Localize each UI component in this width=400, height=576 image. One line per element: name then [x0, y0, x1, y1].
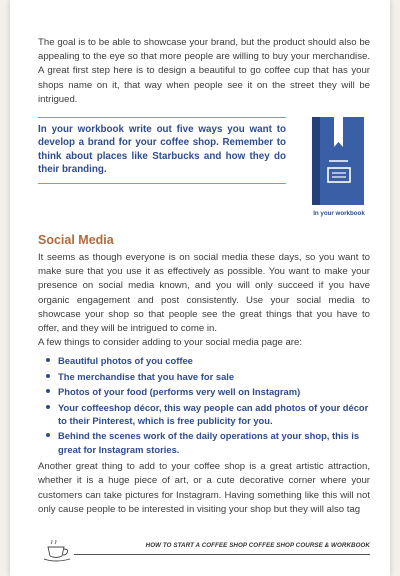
bullet-list — [38, 354, 370, 456]
social-paragraph: It seems as though everyone is on social media these days, so you want to make sure that you use it as effectively as possible. You want to make your presence on social media known, and you will only succeed if you have organic engagement and post consistently. Use your social media to showcase your shop so that people see the great things that you have to offer, and they will be intrigued to come in. — [38, 252, 370, 335]
page-content — [38, 36, 370, 517]
closing-paragraph: Another great thing to add to your coffee shop is a great artistic attraction, whether it is a huge piece of art, or a cute decorative corner where your customers can take pictures for Instagram. Having something like this will not only cause people to be interested in visiting your shop but they will also tag — [38, 461, 370, 515]
callout-text: In your workbook write out five ways you want to develop a brand for your coffee shop. Remember to think about places like Starbucks and how they do their branding. — [38, 117, 286, 184]
footer-title: HOW TO START A COFFEE SHOP COFFEE SHOP COURSE & WORKBOOK — [145, 542, 370, 549]
workbook-callout — [38, 117, 370, 221]
list-item: Beautiful photos of you coffee — [58, 354, 370, 367]
footer-rule — [74, 554, 370, 555]
list-item: Photos of your food (performs very well on Instagram) — [58, 385, 370, 398]
list-item: The merchandise that you have for sale — [58, 370, 370, 383]
page-footer — [30, 540, 370, 564]
list-item: Behind the scenes work of the daily operations at your shop, this is great for Instagram stories. — [58, 429, 370, 456]
intro-paragraph: The goal is to be able to showcase your brand, but the product should also be appealing to the eye so that more people are willing to buy your merchandise. A great first step here is to design a beautiful to go coffee cup that has your shops name on it, that way when people see it on the street they will be intrigued. — [38, 37, 370, 105]
workbook-caption: In your workbook — [313, 210, 365, 218]
workbook-icon — [312, 117, 364, 205]
list-item: Your coffeeshop décor, this way people can add photos of your décor to their Pinterest, which is free publicity for you. — [58, 401, 369, 427]
coffee-cup-icon — [44, 540, 74, 562]
list-intro: A few things to consider adding to your social media page are: — [38, 337, 302, 349]
document-page — [10, 0, 390, 576]
section-heading: Social Media — [38, 233, 114, 248]
